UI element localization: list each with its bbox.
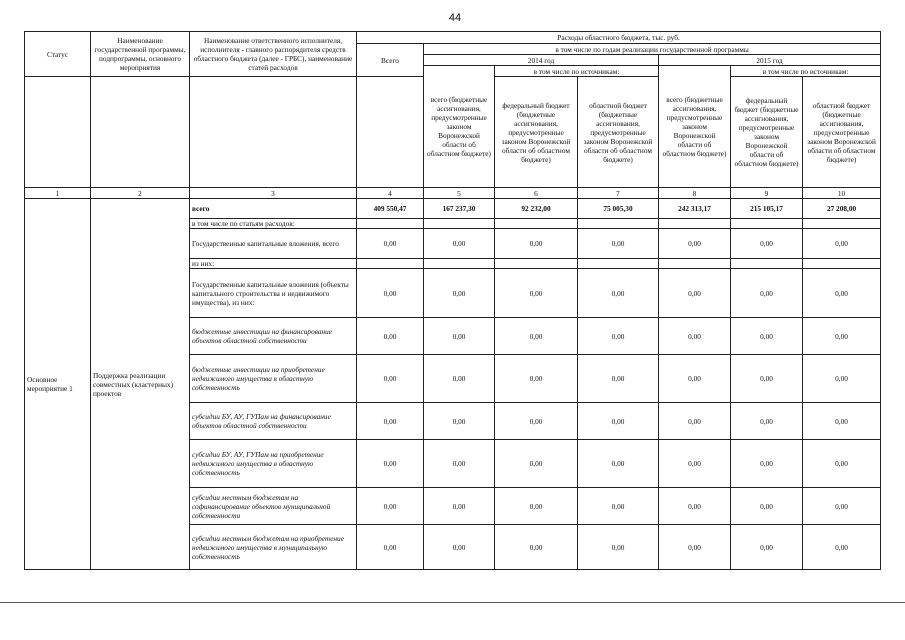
cell-value: 0,00 [578,403,659,440]
header-total: Всего [357,44,424,77]
cell-value: 0,00 [803,269,881,318]
cell-value: 0,00 [731,525,803,570]
page-number: 44 [448,12,462,24]
cell-value: 0,00 [495,229,578,259]
cell-value: 0,00 [803,525,881,570]
cell-value: 0,00 [731,229,803,259]
cell-value: 0,00 [578,488,659,525]
cell-value: 0,00 [659,525,731,570]
cell-value: 0,00 [495,440,578,488]
cell-value: 0,00 [495,525,578,570]
header-executor: Наименование ответственного исполнителя, исполнителя - главного распорядителя средств областного бюджета (далее - ГРБС), наименование статей расходов [190,32,357,77]
cell-value: 0,00 [731,355,803,403]
cell-value: 0,00 [578,269,659,318]
cell-value: 0,00 [659,269,731,318]
cell-value: 0,00 [357,229,424,259]
header-2015-sources: в том числе по источникам: [731,66,881,77]
header-2014-sources: в том числе по источникам: [495,66,659,77]
empty-cell [803,219,881,229]
empty-cell [424,219,495,229]
col-number: 3 [190,188,357,199]
row-label: в том числе по статьям расходов: [190,219,357,229]
header-status: Статус [25,32,91,77]
empty-cell [578,219,659,229]
cell-value: 0,00 [424,440,495,488]
row-label: из них: [190,259,357,269]
cell-value: 0,00 [357,269,424,318]
empty-cell [731,219,803,229]
header-2015-regional: областной бюджет (бюджетные ассигнования, предусмотренные законом Воронежской области об областном бюджете) [803,77,881,188]
cell-value: 0,00 [357,440,424,488]
header-filler-1 [25,77,91,188]
empty-cell [659,259,731,269]
cell-value: 0,00 [424,269,495,318]
cell-value: 0,00 [495,318,578,355]
cell-value: 92 232,00 [495,199,578,219]
cell-value: 0,00 [357,355,424,403]
header-filler-2 [91,77,190,188]
cell-value: 215 105,17 [731,199,803,219]
section-status: Основное мероприятие 1 [25,199,91,570]
cell-value: 0,00 [659,488,731,525]
cell-value: 0,00 [424,525,495,570]
col-number: 5 [424,188,495,199]
cell-value: 0,00 [495,488,578,525]
col-number: 7 [578,188,659,199]
cell-value: 0,00 [578,440,659,488]
row-label: всего [190,199,357,219]
cell-value: 0,00 [731,488,803,525]
col-number: 2 [91,188,190,199]
cell-value: 0,00 [659,318,731,355]
section-name: Поддержка реализации совместных (кластерных) проектов [91,199,190,570]
cell-value: 0,00 [803,355,881,403]
cell-value: 0,00 [731,403,803,440]
col-number: 10 [803,188,881,199]
cell-value: 0,00 [659,355,731,403]
cell-value: 0,00 [495,355,578,403]
cell-value: 0,00 [731,269,803,318]
row-label: Государственные капитальные вложения (объекты капитального строительства и недвижимого имущества), из них: [190,269,357,318]
empty-cell [731,259,803,269]
row-label: субсидии местным бюджетам на софинансирование объектов муниципальной собственности [190,488,357,525]
cell-value: 0,00 [803,440,881,488]
header-program-name: Наименование государственной программы, подпрограммы, основного мероприятия [91,32,190,77]
cell-value: 242 313,17 [659,199,731,219]
table-row [25,199,881,219]
empty-cell [495,219,578,229]
cell-value: 0,00 [731,318,803,355]
cell-value: 0,00 [578,229,659,259]
row-label: субсидии БУ, АУ, ГУПам на финансирование объектов областной собственности [190,403,357,440]
cell-value: 0,00 [803,403,881,440]
header-2014-regional: областной бюджет (бюджетные ассигнования, предусмотренные законом Воронежской области об областном бюджете) [578,77,659,188]
cell-value: 0,00 [578,318,659,355]
cell-value: 0,00 [578,525,659,570]
row-label: Государственные капитальные вложения, всего [190,229,357,259]
col-number: 9 [731,188,803,199]
row-label: бюджетные инвестиции на приобретение недвижимого имущества в областную собственность [190,355,357,403]
header-2015-federal: федеральный бюджет (бюджетные ассигнования, предусмотренные законом Воронежской области об областном бюджете) [731,77,803,188]
empty-cell [495,259,578,269]
empty-cell [803,259,881,269]
header-filler-3 [190,77,357,188]
row-label: бюджетные инвестиции на финансирование объектов областной собственности [190,318,357,355]
empty-cell [357,219,424,229]
row-label: субсидии БУ, АУ, ГУПам на приобретение недвижимого имущества в областную собственность [190,440,357,488]
empty-cell [578,259,659,269]
cell-value: 0,00 [803,318,881,355]
header-expenses: Расходы областного бюджета, тыс. руб. [357,32,881,44]
col-number: 1 [25,188,91,199]
header-year-2014: 2014 год [424,55,659,66]
col-number: 4 [357,188,424,199]
cell-value: 0,00 [803,229,881,259]
cell-value: 27 208,00 [803,199,881,219]
header-2014-total: всего (бюджетные ассигнования, предусмотренные законом Воронежской области об областном бюджете) [424,66,495,188]
empty-cell [357,259,424,269]
header-year-2015: 2015 год [659,55,881,66]
empty-cell [659,219,731,229]
cell-value: 0,00 [803,488,881,525]
page-bottom-divider [0,602,905,603]
header-filler-4 [357,77,424,188]
cell-value: 0,00 [357,488,424,525]
header-by-years: в том числе по годам реализации государственной программы [424,44,881,55]
cell-value: 0,00 [424,403,495,440]
header-2014-federal: федеральный бюджет (бюджетные ассигнования, предусмотренные законом Воронежской области об областном бюджете) [495,77,578,188]
cell-value: 0,00 [357,525,424,570]
cell-value: 167 237,30 [424,199,495,219]
cell-value: 0,00 [578,355,659,403]
budget-table [24,31,881,570]
cell-value: 0,00 [424,355,495,403]
cell-value: 0,00 [495,403,578,440]
cell-value: 409 550,47 [357,199,424,219]
cell-value: 0,00 [659,229,731,259]
cell-value: 75 005,30 [578,199,659,219]
cell-value: 0,00 [731,440,803,488]
cell-value: 0,00 [357,318,424,355]
cell-value: 0,00 [357,403,424,440]
cell-value: 0,00 [659,403,731,440]
col-number: 6 [495,188,578,199]
header-2015-total: всего (бюджетные ассигнования, предусмотренные законом Воронежской области об областном бюджете) [659,66,731,188]
cell-value: 0,00 [424,488,495,525]
row-label: субсидии местным бюджетам на приобретение недвижимого имущества в муниципальную собственность [190,525,357,570]
cell-value: 0,00 [495,269,578,318]
empty-cell [424,259,495,269]
cell-value: 0,00 [659,440,731,488]
cell-value: 0,00 [424,229,495,259]
cell-value: 0,00 [424,318,495,355]
col-number: 8 [659,188,731,199]
